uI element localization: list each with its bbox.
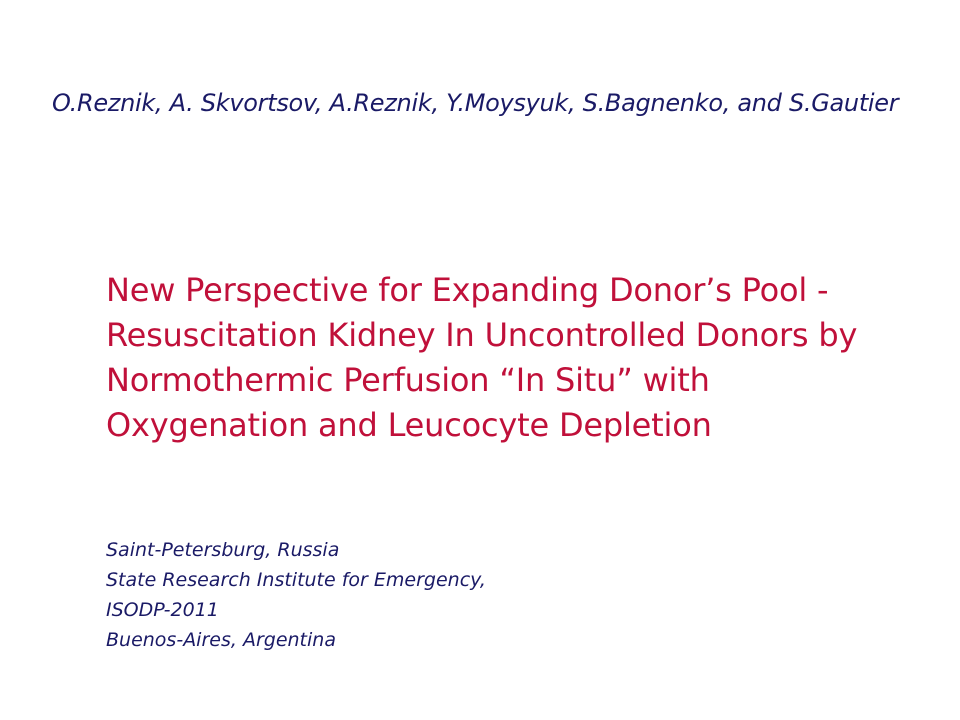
title-line: Oxygenation and Leucocyte Depletion (106, 406, 712, 444)
title-line: Normothermic Perfusion “In Situ” with (106, 361, 710, 399)
slide-title (106, 268, 926, 448)
affiliation-location: Buenos-Aires, Argentina (106, 629, 336, 651)
affiliation-city: Saint-Petersburg, Russia (106, 539, 340, 561)
author-list: O.Reznik, A. Skvortsov, A.Reznik, Y.Moysyuk, S.Bagnenko, and S.Gautier (52, 89, 899, 117)
affiliation-block (106, 535, 866, 655)
affiliation-conference: ISODP-2011 (106, 599, 219, 621)
title-line: New Perspective for Expanding Donor’s Pool - (106, 271, 829, 309)
title-line: Resuscitation Kidney In Uncontrolled Donors by (106, 316, 858, 354)
affiliation-institute: State Research Institute for Emergency, (106, 569, 486, 591)
